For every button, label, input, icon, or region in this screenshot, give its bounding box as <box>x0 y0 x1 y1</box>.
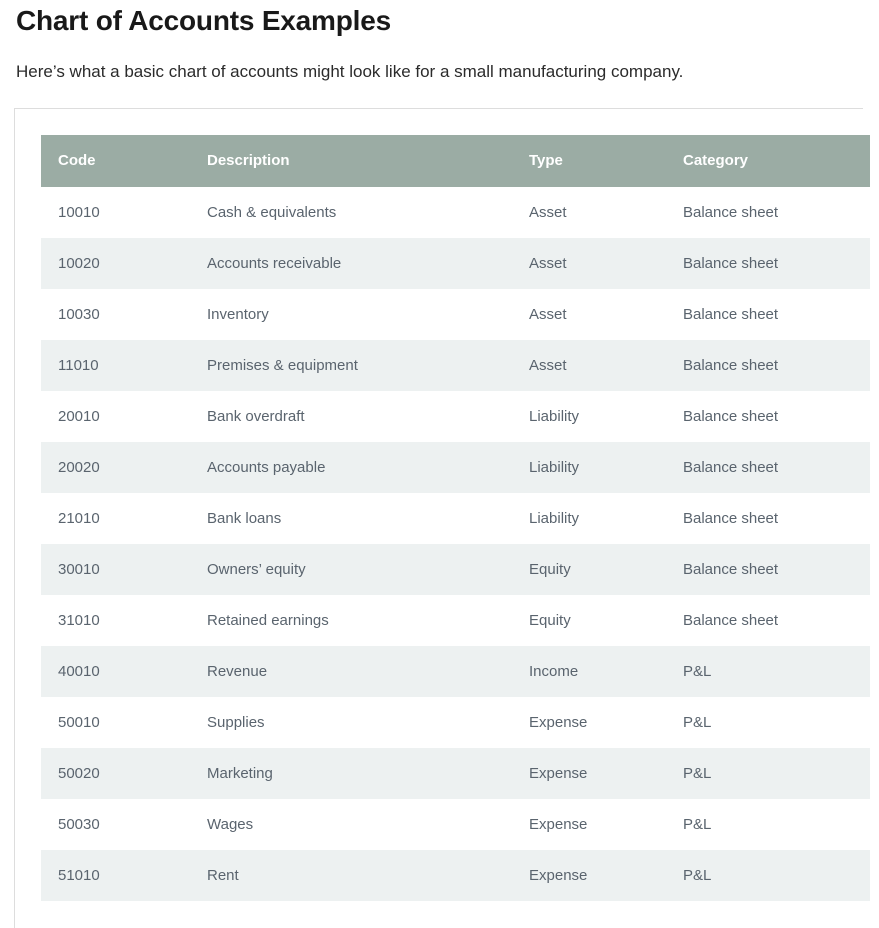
cell-code: 10020 <box>41 238 190 289</box>
cell-code: 11010 <box>41 340 190 391</box>
intro-text: Here’s what a basic chart of accounts might look like for a small manufacturing company. <box>16 61 684 81</box>
table-row <box>41 850 870 901</box>
cell-type: Expense <box>512 748 666 799</box>
cell-code: 10010 <box>41 187 190 238</box>
cell-category: Balance sheet <box>666 493 870 544</box>
cell-type: Asset <box>512 289 666 340</box>
table-row <box>41 187 870 238</box>
cell-category: Balance sheet <box>666 187 870 238</box>
cell-description: Premises & equipment <box>190 340 512 391</box>
cell-type: Liability <box>512 493 666 544</box>
cell-type: Expense <box>512 850 666 901</box>
cell-category: Balance sheet <box>666 595 870 646</box>
cell-code: 31010 <box>41 595 190 646</box>
cell-category: Balance sheet <box>666 391 870 442</box>
cell-description: Marketing <box>190 748 512 799</box>
table-container <box>14 108 863 928</box>
cell-type: Liability <box>512 442 666 493</box>
cell-description: Owners’ equity <box>190 544 512 595</box>
cell-code: 30010 <box>41 544 190 595</box>
cell-category: P&L <box>666 748 870 799</box>
cell-type: Income <box>512 646 666 697</box>
cell-category: Balance sheet <box>666 340 870 391</box>
cell-description: Rent <box>190 850 512 901</box>
cell-description: Retained earnings <box>190 595 512 646</box>
cell-description: Revenue <box>190 646 512 697</box>
cell-code: 50030 <box>41 799 190 850</box>
column-header-category: Category <box>666 135 870 187</box>
cell-code: 50010 <box>41 697 190 748</box>
table-row <box>41 289 870 340</box>
cell-code: 10030 <box>41 289 190 340</box>
cell-category: P&L <box>666 646 870 697</box>
cell-code: 20010 <box>41 391 190 442</box>
cell-code: 20020 <box>41 442 190 493</box>
cell-description: Cash & equivalents <box>190 187 512 238</box>
table-row <box>41 493 870 544</box>
table-row <box>41 391 870 442</box>
table-header-row <box>41 135 870 187</box>
cell-category: Balance sheet <box>666 289 870 340</box>
cell-description: Wages <box>190 799 512 850</box>
table-row <box>41 799 870 850</box>
cell-category: P&L <box>666 697 870 748</box>
cell-type: Equity <box>512 595 666 646</box>
column-header-description: Description <box>190 135 512 187</box>
cell-description: Supplies <box>190 697 512 748</box>
cell-description: Bank loans <box>190 493 512 544</box>
table-row <box>41 748 870 799</box>
cell-description: Accounts receivable <box>190 238 512 289</box>
cell-type: Asset <box>512 340 666 391</box>
cell-category: Balance sheet <box>666 442 870 493</box>
table-row <box>41 595 870 646</box>
table-body <box>41 187 870 901</box>
cell-type: Asset <box>512 238 666 289</box>
cell-code: 50020 <box>41 748 190 799</box>
cell-category: Balance sheet <box>666 238 870 289</box>
chart-of-accounts-table <box>41 135 870 901</box>
cell-code: 51010 <box>41 850 190 901</box>
cell-type: Equity <box>512 544 666 595</box>
cell-description: Bank overdraft <box>190 391 512 442</box>
cell-type: Expense <box>512 799 666 850</box>
table-row <box>41 442 870 493</box>
cell-description: Accounts payable <box>190 442 512 493</box>
table-row <box>41 646 870 697</box>
table-row <box>41 544 870 595</box>
cell-code: 40010 <box>41 646 190 697</box>
cell-type: Asset <box>512 187 666 238</box>
cell-description: Inventory <box>190 289 512 340</box>
table-row <box>41 697 870 748</box>
column-header-code: Code <box>41 135 190 187</box>
column-header-type: Type <box>512 135 666 187</box>
page-title: Chart of Accounts Examples <box>16 5 391 36</box>
table-row <box>41 340 870 391</box>
cell-category: Balance sheet <box>666 544 870 595</box>
cell-type: Expense <box>512 697 666 748</box>
cell-category: P&L <box>666 799 870 850</box>
cell-code: 21010 <box>41 493 190 544</box>
cell-type: Liability <box>512 391 666 442</box>
table-row <box>41 238 870 289</box>
cell-category: P&L <box>666 850 870 901</box>
